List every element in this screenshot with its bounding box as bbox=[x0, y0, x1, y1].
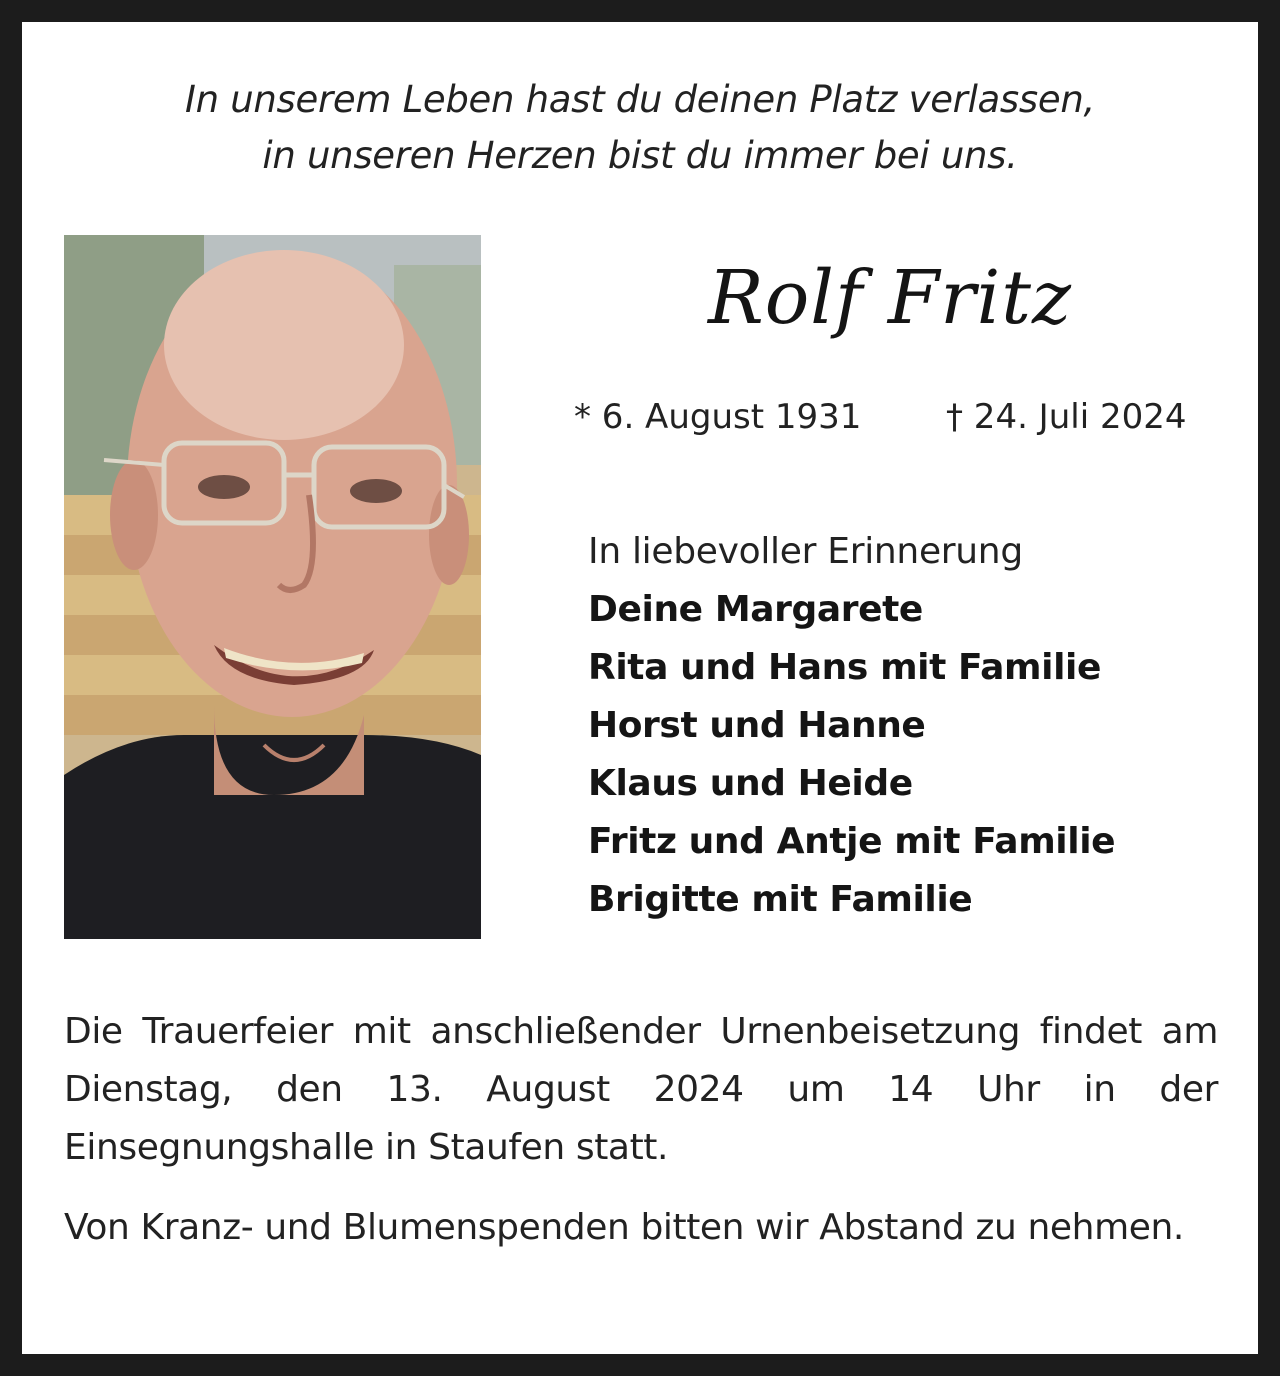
ceremony-text: Die Trauerfeier mit anschließender Urnenbeisetzung findet am Dienstag, den 13. August 2024 um 14 Uhr in der Einsegnungshalle in Staufen statt. bbox=[64, 1011, 1218, 1168]
mourner-line: Horst und Hanne bbox=[588, 705, 926, 746]
funeral-info bbox=[64, 1003, 1218, 1257]
motto bbox=[0, 72, 1280, 184]
death-date: † 24. Juli 2024 bbox=[946, 397, 1187, 437]
portrait-photo bbox=[64, 235, 481, 939]
motto-line-1: In unserem Leben hast du deinen Platz verlassen, bbox=[185, 78, 1095, 121]
mourner-line: Klaus und Heide bbox=[588, 763, 913, 804]
mourner-line: Fritz und Antje mit Familie bbox=[588, 821, 1116, 862]
mourner-line: Brigitte mit Familie bbox=[588, 879, 973, 920]
mourner-line: Rita und Hans mit Familie bbox=[588, 647, 1101, 688]
mourning-intro: In liebevoller Erinnerung bbox=[588, 531, 1023, 572]
flowers-notice: Von Kranz- und Blumenspenden bitten wir Abstand zu nehmen. bbox=[64, 1207, 1184, 1248]
deceased-name: Rolf Fritz bbox=[708, 255, 1072, 341]
motto-line-2: in unseren Herzen bist du immer bei uns. bbox=[262, 134, 1018, 177]
birth-date: * 6. August 1931 bbox=[574, 397, 862, 437]
mourners-block bbox=[588, 523, 1228, 929]
mourner-line: Deine Margarete bbox=[588, 589, 923, 630]
